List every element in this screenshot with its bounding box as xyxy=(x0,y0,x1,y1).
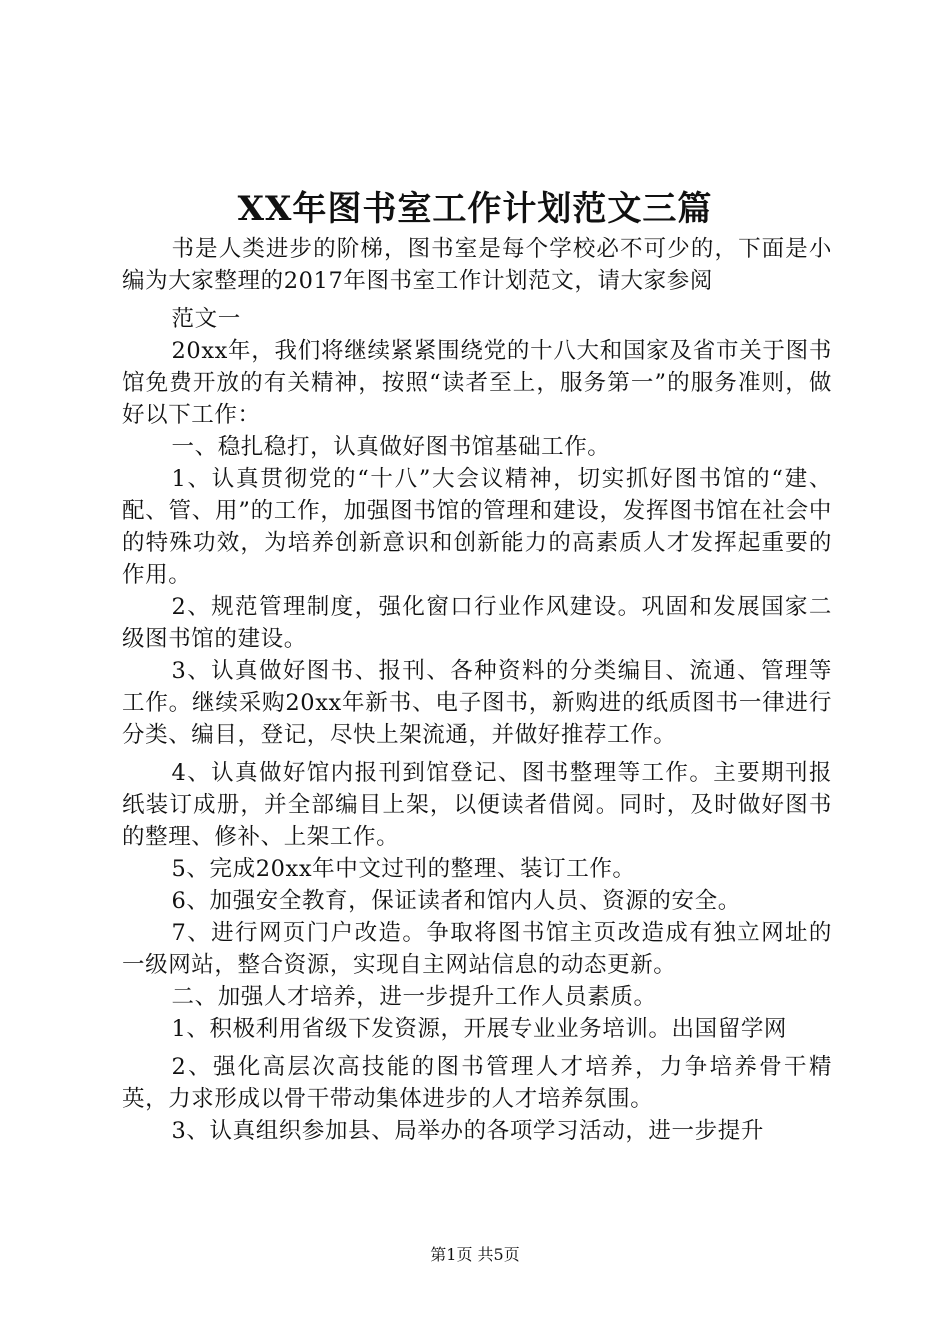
paragraph: 1、认真贯彻党的“十八”大会议精神，切实抓好图书馆的“建、配、管、用”的工作，加强图书馆的管理和建设，发挥图书馆在社会中的特殊功效，为培养创新意识和创新能力的高素质人才发挥起重要的作用。 xyxy=(122,466,832,588)
paragraph-heading: 二、加强人才培养，进一步提升工作人员素质。 xyxy=(171,984,657,1010)
paragraph: 3、认真组织参加县、局举办的各项学习活动，进一步提升 xyxy=(171,1118,764,1144)
paragraph: 7、进行网页门户改造。争取将图书馆主页改造成有独立网址的一级网站，整合资源，实现自主网站信息的动态更新。 xyxy=(122,920,832,978)
paragraph: 1、积极利用省级下发资源，开展专业业务培训。出国留学网 xyxy=(171,1016,788,1042)
paragraph: 3、认真做好图书、报刊、各种资料的分类编目、流通、管理等工作。继续采购20xx年新书、电子图书，新购进的纸质图书一律进行分类、编目，登记，尽快上架流通，并做好推荐工作。 xyxy=(122,658,832,748)
page-number-footer: 第1页 共5页 xyxy=(430,1245,520,1264)
document-title: XX年图书室工作计划范文三篇 xyxy=(237,189,713,229)
paragraph: 5、完成20xx年中文过刊的整理、装订工作。 xyxy=(171,856,636,882)
paragraph-section-label: 范文一 xyxy=(171,306,241,332)
document-body xyxy=(122,233,832,1147)
paragraph-heading: 一、稳扎稳打，认真做好图书馆基础工作。 xyxy=(171,434,611,460)
paragraph: 4、认真做好馆内报刊到馆登记、图书整理等工作。主要期刊报纸装订成册，并全部编目上架，以便读者借阅。同时，及时做好图书的整理、修补、上架工作。 xyxy=(122,760,832,850)
paragraph: 6、加强安全教育，保证读者和馆内人员、资源的安全。 xyxy=(171,888,741,914)
paragraph: 2、强化高层次高技能的图书管理人才培养，力争培养骨干精英，力求形成以骨干带动集体进步的人才培养氛围。 xyxy=(122,1054,832,1112)
paragraph-intro: 书是人类进步的阶梯，图书室是每个学校必不可少的，下面是小编为大家整理的2017年图书室工作计划范文，请大家参阅 xyxy=(122,236,832,294)
paragraph: 2、规范管理制度，强化窗口行业作风建设。巩固和发展国家二级图书馆的建设。 xyxy=(122,594,832,652)
paragraph: 20xx年，我们将继续紧紧围绕党的十八大和国家及省市关于图书馆免费开放的有关精神，按照“读者至上，服务第一”的服务准则，做好以下工作： xyxy=(122,338,832,428)
